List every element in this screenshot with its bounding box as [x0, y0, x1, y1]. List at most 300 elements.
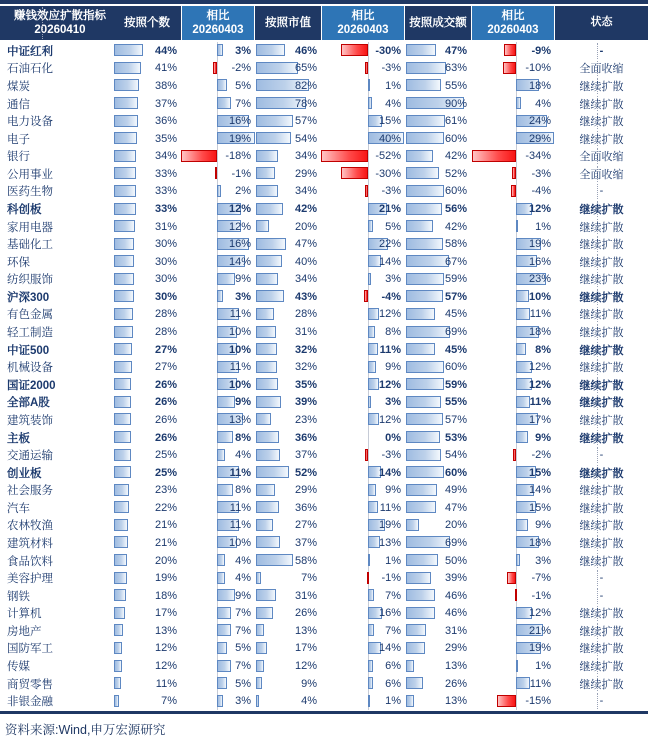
count-bar: [114, 449, 131, 461]
top-border-line: [0, 0, 648, 4]
turnover-change-bar: [472, 150, 516, 162]
marketcap-bar: [256, 290, 284, 302]
count-bar: [114, 132, 137, 144]
header-status: 状态: [555, 6, 648, 40]
turnover-change-value: 23%: [528, 273, 551, 286]
turnover-change-value: 11%: [529, 677, 551, 690]
count-change-bar: [181, 150, 217, 162]
turnover-cell: [405, 200, 471, 218]
marketcap-change-cell: [321, 692, 405, 710]
marketcap-cell: [255, 60, 321, 78]
count-change-value: 4%: [235, 449, 251, 462]
status-text: 继续扩散: [579, 678, 624, 691]
marketcap-bar: [256, 132, 291, 144]
turnover-change-cell: [471, 323, 555, 341]
status-cell: [555, 640, 648, 658]
count-bar: [114, 519, 128, 531]
turnover-bar: [406, 220, 433, 232]
marketcap-bar: [256, 255, 282, 267]
count-cell: [113, 253, 181, 271]
count-bar: [114, 361, 132, 373]
turnover-cell: [405, 288, 471, 306]
count-change-bar: [217, 273, 235, 285]
turnover-change-value: -34%: [525, 150, 551, 163]
count-change-cell: [181, 587, 255, 605]
turnover-change-value: 8%: [535, 343, 551, 356]
marketcap-value: 57%: [294, 115, 317, 128]
turnover-change-bar: [516, 660, 518, 672]
turnover-change-value: 12%: [528, 361, 551, 374]
count-change-value: 11%: [229, 501, 251, 514]
count-cell: [113, 218, 181, 236]
count-bar: [114, 79, 139, 91]
turnover-cell: [405, 42, 471, 60]
marketcap-value: 34%: [294, 273, 317, 286]
count-change-value: 10%: [228, 378, 251, 391]
table-row: [0, 235, 648, 253]
marketcap-value: 28%: [294, 308, 317, 321]
turnover-change-cell: [471, 429, 555, 447]
marketcap-value: 29%: [294, 484, 317, 497]
count-bar: [114, 431, 131, 443]
marketcap-value: 23%: [294, 413, 317, 426]
turnover-change-cell: [471, 587, 555, 605]
table-row: [0, 341, 648, 359]
marketcap-value: 13%: [294, 624, 317, 637]
turnover-value: 59%: [444, 378, 467, 391]
table-row: [0, 481, 648, 499]
count-change-cell: [181, 306, 255, 324]
marketcap-change-bar: [368, 695, 370, 707]
marketcap-cell: [255, 218, 321, 236]
header-indicator-title: 赚钱效应扩散指标 20260410: [0, 6, 113, 40]
turnover-change-value: 16%: [528, 255, 551, 268]
table-row: [0, 271, 648, 289]
status-cell: [555, 657, 648, 675]
turnover-change-cell: [471, 147, 555, 165]
table-row: [0, 253, 648, 271]
marketcap-value: 52%: [294, 466, 317, 479]
marketcap-value: 32%: [294, 361, 317, 374]
marketcap-bar: [256, 589, 276, 601]
marketcap-change-bar: [341, 167, 368, 179]
status-text: 继续扩散: [579, 274, 624, 287]
count-value: 34%: [154, 150, 177, 163]
marketcap-value: 54%: [294, 132, 317, 145]
marketcap-change-value: 8%: [385, 326, 401, 339]
marketcap-value: 47%: [294, 238, 317, 251]
marketcap-change-bar: [368, 501, 378, 513]
marketcap-cell: [255, 323, 321, 341]
turnover-cell: [405, 130, 471, 148]
count-change-value: 9%: [235, 396, 251, 409]
count-change-bar: [217, 396, 235, 408]
marketcap-bar: [256, 308, 274, 320]
row-label: 汽车: [7, 502, 30, 515]
turnover-cell: [405, 165, 471, 183]
count-change-value: 7%: [235, 660, 251, 673]
marketcap-change-cell: [321, 288, 405, 306]
count-change-cell: [181, 376, 255, 394]
turnover-change-value: 4%: [535, 97, 551, 110]
turnover-change-cell: [471, 271, 555, 289]
table-row: [0, 499, 648, 517]
turnover-bar: [406, 290, 443, 302]
marketcap-value: 29%: [294, 167, 317, 180]
row-label: 煤炭: [7, 80, 30, 93]
status-cell: [555, 323, 648, 341]
turnover-cell: [405, 569, 471, 587]
marketcap-cell: [255, 253, 321, 271]
count-change-bar: [217, 97, 231, 109]
row-label: 交通运输: [7, 450, 53, 463]
marketcap-change-cell: [321, 323, 405, 341]
count-cell: [113, 692, 181, 710]
count-cell: [113, 675, 181, 693]
count-bar: [114, 273, 134, 285]
turnover-bar: [406, 343, 435, 355]
row-label: 国防军工: [7, 643, 53, 656]
marketcap-bar: [256, 431, 279, 443]
count-change-cell: [181, 499, 255, 517]
turnover-cell: [405, 376, 471, 394]
count-bar: [114, 203, 136, 215]
turnover-change-cell: [471, 411, 555, 429]
count-bar: [114, 554, 127, 566]
count-value: 25%: [154, 466, 177, 479]
marketcap-bar: [256, 167, 275, 179]
status-text: 全面收缩: [579, 63, 624, 76]
marketcap-cell: [255, 341, 321, 359]
marketcap-bar: [256, 115, 293, 127]
count-change-cell: [181, 622, 255, 640]
count-change-cell: [181, 446, 255, 464]
table-row: [0, 218, 648, 236]
marketcap-change-cell: [321, 394, 405, 412]
status-text: 继续扩散: [579, 625, 624, 638]
turnover-change-bar: [516, 97, 521, 109]
turnover-change-value: 21%: [528, 624, 551, 637]
row-label: 全部A股: [7, 397, 50, 410]
count-change-cell: [181, 394, 255, 412]
marketcap-change-value: 5%: [385, 220, 401, 233]
count-change-value: 11%: [229, 308, 251, 321]
turnover-value: 55%: [444, 396, 467, 409]
count-change-bar: [217, 79, 227, 91]
count-value: 13%: [154, 624, 177, 637]
count-change-bar: [217, 589, 235, 601]
count-change-cell: [181, 481, 255, 499]
status-cell: [555, 130, 648, 148]
status-text: 继续扩散: [579, 327, 624, 340]
marketcap-change-bar: [367, 572, 369, 584]
count-change-bar: [217, 554, 225, 566]
row-label: 科创板: [7, 203, 42, 216]
marketcap-change-cell: [321, 376, 405, 394]
marketcap-bar: [256, 519, 273, 531]
count-change-value: 7%: [235, 97, 251, 110]
marketcap-cell: [255, 640, 321, 658]
count-change-bar: [217, 572, 225, 584]
marketcap-change-value: 1%: [385, 554, 401, 567]
turnover-change-bar: [516, 220, 518, 232]
marketcap-change-bar: [368, 484, 376, 496]
count-change-cell: [181, 534, 255, 552]
count-change-value: 9%: [235, 589, 251, 602]
turnover-value: 60%: [444, 185, 467, 198]
count-change-cell: [181, 464, 255, 482]
status-text: 继续扩散: [579, 485, 624, 498]
marketcap-value: 43%: [294, 290, 317, 303]
turnover-cell: [405, 112, 471, 130]
marketcap-change-bar: [368, 677, 373, 689]
marketcap-cell: [255, 587, 321, 605]
status-text: 继续扩散: [579, 80, 624, 93]
count-cell: [113, 411, 181, 429]
turnover-change-cell: [471, 358, 555, 376]
count-value: 17%: [154, 607, 177, 620]
count-change-cell: [181, 552, 255, 570]
count-change-bar: [217, 431, 233, 443]
count-change-bar: [217, 484, 233, 496]
turnover-bar: [406, 44, 436, 56]
marketcap-cell: [255, 147, 321, 165]
marketcap-change-value: 9%: [385, 484, 401, 497]
turnover-change-value: 1%: [535, 660, 551, 673]
count-change-cell: [181, 271, 255, 289]
marketcap-change-bar: [368, 413, 379, 425]
marketcap-cell: [255, 534, 321, 552]
turnover-cell: [405, 341, 471, 359]
count-bar: [114, 677, 121, 689]
marketcap-value: 40%: [294, 255, 317, 268]
table-row: [0, 640, 648, 658]
status-text: 继续扩散: [579, 221, 624, 234]
row-label: 食品饮料: [7, 555, 53, 568]
count-change-cell: [181, 183, 255, 201]
count-cell: [113, 77, 181, 95]
count-change-value: 7%: [235, 607, 251, 620]
row-label: 家用电器: [7, 221, 53, 234]
marketcap-change-value: -3%: [381, 62, 401, 75]
turnover-value: 54%: [444, 449, 467, 462]
turnover-cell: [405, 429, 471, 447]
table-row: [0, 464, 648, 482]
table-row: [0, 411, 648, 429]
count-bar: [114, 501, 129, 513]
count-change-value: 5%: [235, 677, 251, 690]
marketcap-value: 42%: [294, 202, 317, 215]
count-change-value: 14%: [228, 255, 251, 268]
marketcap-change-value: 12%: [378, 378, 401, 391]
marketcap-cell: [255, 200, 321, 218]
count-cell: [113, 552, 181, 570]
turnover-change-value: 11%: [529, 308, 551, 321]
count-bar: [114, 290, 134, 302]
table-row: [0, 622, 648, 640]
turnover-cell: [405, 517, 471, 535]
marketcap-cell: [255, 95, 321, 113]
count-change-cell: [181, 200, 255, 218]
turnover-bar: [406, 519, 419, 531]
turnover-value: 49%: [444, 484, 467, 497]
marketcap-bar: [256, 607, 273, 619]
count-change-cell: [181, 517, 255, 535]
turnover-change-cell: [471, 77, 555, 95]
count-cell: [113, 130, 181, 148]
marketcap-change-value: 6%: [385, 677, 401, 690]
marketcap-bar: [256, 273, 278, 285]
marketcap-value: 78%: [294, 97, 317, 110]
marketcap-change-cell: [321, 306, 405, 324]
turnover-change-cell: [471, 288, 555, 306]
marketcap-change-cell: [321, 429, 405, 447]
turnover-value: 58%: [444, 238, 467, 251]
marketcap-cell: [255, 605, 321, 623]
count-change-bar: [217, 290, 223, 302]
marketcap-change-bar: [365, 185, 368, 197]
table-row: [0, 675, 648, 693]
marketcap-change-value: -3%: [381, 185, 401, 198]
turnover-value: 57%: [444, 290, 467, 303]
marketcap-value: 58%: [294, 554, 317, 567]
turnover-value: 26%: [444, 677, 467, 690]
marketcap-cell: [255, 481, 321, 499]
table-row: [0, 60, 648, 78]
table-row: [0, 147, 648, 165]
turnover-bar: [406, 361, 444, 373]
turnover-value: 45%: [444, 308, 467, 321]
status-text: 继续扩散: [579, 520, 624, 533]
count-value: 26%: [154, 396, 177, 409]
count-cell: [113, 112, 181, 130]
turnover-change-cell: [471, 605, 555, 623]
turnover-change-value: 14%: [528, 484, 551, 497]
status-text: 继续扩散: [579, 133, 624, 146]
marketcap-change-bar: [368, 660, 373, 672]
marketcap-change-cell: [321, 341, 405, 359]
turnover-cell: [405, 411, 471, 429]
marketcap-bar: [256, 220, 269, 232]
marketcap-bar: [256, 343, 277, 355]
marketcap-value: 31%: [294, 589, 317, 602]
count-change-cell: [181, 42, 255, 60]
count-bar: [114, 115, 138, 127]
marketcap-change-value: 12%: [378, 308, 401, 321]
status-cell: [555, 60, 648, 78]
count-cell: [113, 464, 181, 482]
marketcap-bar: [256, 660, 264, 672]
marketcap-change-cell: [321, 640, 405, 658]
count-cell: [113, 200, 181, 218]
turnover-change-cell: [471, 692, 555, 710]
turnover-cell: [405, 446, 471, 464]
marketcap-change-cell: [321, 358, 405, 376]
row-label: 沪深300: [7, 291, 50, 304]
status-cell: [555, 306, 648, 324]
turnover-bar: [406, 413, 443, 425]
marketcap-bar: [256, 326, 276, 338]
turnover-value: 47%: [444, 44, 467, 57]
count-change-cell: [181, 411, 255, 429]
turnover-cell: [405, 534, 471, 552]
count-change-value: 5%: [235, 642, 251, 655]
marketcap-bar: [256, 185, 278, 197]
count-value: 27%: [154, 343, 177, 356]
table-row: [0, 42, 648, 60]
count-change-cell: [181, 77, 255, 95]
row-label: 中证红利: [7, 45, 53, 58]
status-text: -: [599, 589, 604, 602]
turnover-value: 20%: [444, 519, 467, 532]
marketcap-change-cell: [321, 552, 405, 570]
marketcap-bar: [256, 536, 280, 548]
table-row: [0, 552, 648, 570]
count-change-value: 11%: [229, 361, 251, 374]
turnover-change-cell: [471, 306, 555, 324]
row-label: 电力设备: [7, 116, 53, 129]
status-text: 继续扩散: [579, 291, 624, 304]
count-change-cell: [181, 60, 255, 78]
marketcap-change-cell: [321, 675, 405, 693]
turnover-value: 13%: [444, 660, 467, 673]
table-row: [0, 605, 648, 623]
row-label: 社会服务: [7, 485, 53, 498]
turnover-value: 53%: [444, 431, 467, 444]
status-cell: [555, 605, 648, 623]
turnover-cell: [405, 323, 471, 341]
count-change-bar: [215, 167, 217, 179]
count-bar: [114, 220, 135, 232]
turnover-bar: [406, 238, 443, 250]
table-row: [0, 569, 648, 587]
marketcap-cell: [255, 183, 321, 201]
turnover-change-cell: [471, 341, 555, 359]
marketcap-value: 32%: [294, 343, 317, 356]
marketcap-change-bar: [368, 308, 379, 320]
status-cell: [555, 200, 648, 218]
count-change-value: 16%: [228, 238, 251, 251]
count-cell: [113, 341, 181, 359]
marketcap-cell: [255, 499, 321, 517]
table-row: [0, 306, 648, 324]
count-value: 26%: [154, 413, 177, 426]
marketcap-cell: [255, 429, 321, 447]
turnover-change-bar: [512, 167, 516, 179]
table-row: [0, 288, 648, 306]
turnover-bar: [406, 150, 433, 162]
row-label: 中证500: [7, 344, 50, 357]
count-bar: [114, 642, 122, 654]
turnover-value: 69%: [444, 536, 467, 549]
count-change-value: 11%: [229, 519, 251, 532]
count-value: 33%: [154, 185, 177, 198]
header-compare-turnover: 相比 20260403: [471, 6, 555, 40]
status-cell: [555, 288, 648, 306]
count-change-cell: [181, 605, 255, 623]
marketcap-value: 4%: [301, 695, 317, 708]
count-change-value: 8%: [235, 431, 251, 444]
marketcap-change-value: 11%: [379, 501, 401, 514]
marketcap-change-cell: [321, 622, 405, 640]
turnover-cell: [405, 394, 471, 412]
count-change-value: -2%: [231, 62, 251, 75]
table-row: [0, 376, 648, 394]
status-text: 继续扩散: [579, 203, 624, 216]
count-change-value: 10%: [228, 536, 251, 549]
row-label: 建筑装饰: [7, 414, 53, 427]
turnover-change-value: 9%: [535, 431, 551, 444]
